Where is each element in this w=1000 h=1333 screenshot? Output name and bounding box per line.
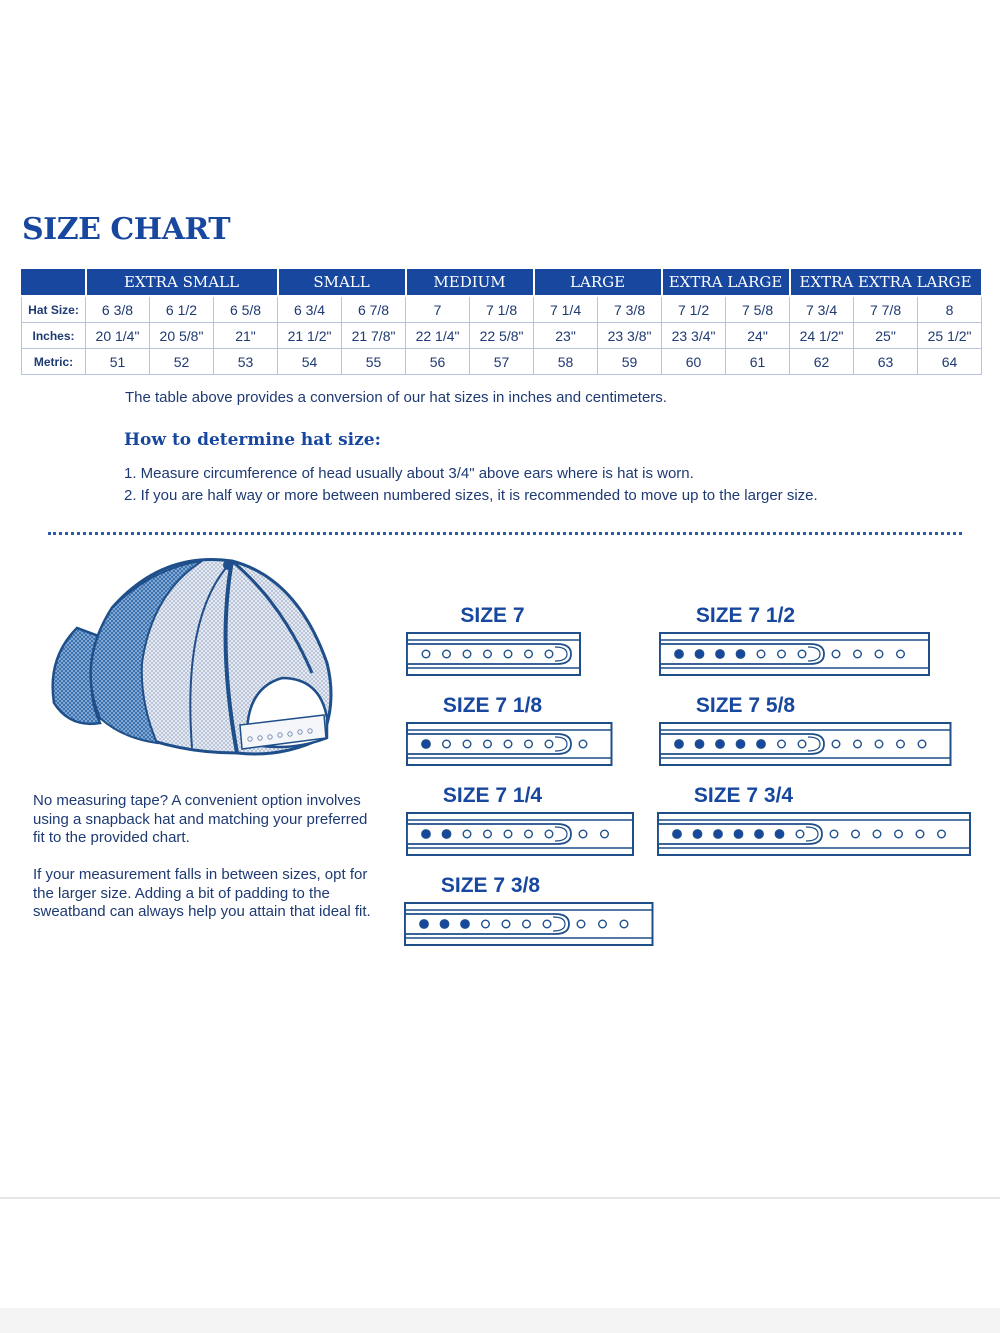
snapback-strap [406, 812, 636, 858]
snap-hole-open [545, 650, 553, 658]
snap-hole-open [875, 740, 883, 748]
snap-hole-open [875, 650, 883, 658]
snap-hole-open [482, 920, 490, 928]
strap-size-label: SIZE 7 3/8 [440, 874, 541, 897]
snap-hole-open [504, 830, 512, 838]
table-cell: 20 1/4" [86, 323, 150, 349]
howto-heading: How to determine hat size: [124, 430, 381, 450]
snap-hole-open [579, 740, 587, 748]
snap-hole-open [854, 650, 862, 658]
snap-stud-filled [757, 740, 765, 748]
size-group-header: EXTRA SMALL [86, 269, 278, 296]
howto-step: 1. Measure circumference of head usually about 3/4" above ears where is hat is worn. [124, 465, 694, 482]
size-chart-table [21, 269, 983, 375]
snap-hole-open [422, 650, 430, 658]
snapback-cap-icon [42, 553, 342, 768]
snap-hole-open [484, 740, 492, 748]
table-row [22, 296, 982, 323]
snap-hole-open [577, 920, 585, 928]
table-cell: 64 [918, 349, 982, 375]
table-cell: 20 5/8" [150, 323, 214, 349]
howto-step: 2. If you are half way or more between numbered sizes, it is recommended to move up to the larger size. [124, 487, 818, 504]
table-cell: 21 1/2" [278, 323, 342, 349]
table-cell: 62 [790, 349, 854, 375]
snap-hole-open [778, 650, 786, 658]
snapback-strap [404, 902, 656, 948]
table-cell: 52 [150, 349, 214, 375]
snapback-strap [659, 722, 954, 768]
size-group-header: MEDIUM [406, 269, 534, 296]
snap-stud-filled [736, 740, 744, 748]
header-corner [22, 269, 86, 296]
table-cell: 51 [86, 349, 150, 375]
snapback-strap [657, 812, 973, 858]
snap-hole-open [463, 830, 471, 838]
snap-stud-filled [755, 830, 763, 838]
table-cell: 55 [342, 349, 406, 375]
snap-hole-open [832, 740, 840, 748]
tip-in-between-sizes: If your measurement falls in between sizes, opt for the larger size. Adding a bit of padding to the sweatband can always help you attain that ideal fit. [33, 866, 371, 920]
table-row [22, 349, 982, 375]
snap-stud-filled [673, 830, 681, 838]
snap-hole-open [504, 650, 512, 658]
snap-hole-open [852, 830, 860, 838]
strap-size-label: SIZE 7 1/2 [695, 604, 796, 627]
snap-hole-open [830, 830, 838, 838]
table-cell: 56 [406, 349, 470, 375]
table-cell: 21 7/8" [342, 323, 406, 349]
snap-stud-filled [695, 650, 703, 658]
table-note: The table above provides a conversion of our hat sizes in inches and centimeters. [125, 389, 667, 406]
snap-hole-open [916, 830, 924, 838]
table-cell: 6 3/8 [86, 296, 150, 323]
snap-hole-open [525, 830, 533, 838]
strap-size-label: SIZE 7 1/8 [442, 694, 543, 717]
howto-steps [124, 465, 818, 509]
snap-hole-open [525, 650, 533, 658]
dotted-divider [48, 532, 962, 535]
snap-hole-open [502, 920, 510, 928]
snap-stud-filled [440, 920, 448, 928]
snap-hole-open [579, 830, 587, 838]
snap-hole-open [798, 740, 806, 748]
snap-hole-open [463, 740, 471, 748]
snapback-strap [659, 632, 932, 678]
snap-stud-filled [693, 830, 701, 838]
snap-hole-open [545, 830, 553, 838]
table-cell: 57 [470, 349, 534, 375]
snap-stud-filled [442, 830, 450, 838]
snapback-strap [406, 632, 583, 678]
snap-hole-open [484, 830, 492, 838]
snap-hole-open [796, 830, 804, 838]
row-label: Metric: [22, 349, 86, 375]
snapback-strap [406, 722, 615, 768]
size-group-header-row [22, 269, 982, 296]
table-cell: 22 5/8" [470, 323, 534, 349]
strap-size-label: SIZE 7 [460, 604, 525, 627]
size-group-header: EXTRA LARGE [662, 269, 790, 296]
size-group-header: SMALL [278, 269, 406, 296]
table-cell: 63 [854, 349, 918, 375]
strap-size-label: SIZE 7 5/8 [695, 694, 796, 717]
snap-stud-filled [422, 740, 430, 748]
table-row [22, 323, 982, 349]
snap-hole-open [443, 650, 451, 658]
snap-stud-filled [695, 740, 703, 748]
table-cell: 21" [214, 323, 278, 349]
snap-hole-open [545, 740, 553, 748]
table-cell: 6 1/2 [150, 296, 214, 323]
strap-size-label: SIZE 7 3/4 [693, 784, 794, 807]
size-group-header: EXTRA EXTRA LARGE [790, 269, 982, 296]
table-cell: 22 1/4" [406, 323, 470, 349]
table-cell: 7 1/8 [470, 296, 534, 323]
snap-hole-open [938, 830, 946, 838]
table-cell: 24 1/2" [790, 323, 854, 349]
snap-stud-filled [461, 920, 469, 928]
snap-stud-filled [775, 830, 783, 838]
table-cell: 7 3/8 [598, 296, 662, 323]
table-cell: 24" [726, 323, 790, 349]
snap-hole-open [484, 650, 492, 658]
row-label: Hat Size: [22, 296, 86, 323]
table-cell: 7 3/4 [790, 296, 854, 323]
table-cell: 7 7/8 [854, 296, 918, 323]
table-cell: 7 1/4 [534, 296, 598, 323]
snap-stud-filled [675, 650, 683, 658]
snap-stud-filled [714, 830, 722, 838]
snap-stud-filled [716, 740, 724, 748]
table-cell: 58 [534, 349, 598, 375]
snap-hole-open [443, 740, 451, 748]
tip-measuring-tape: No measuring tape? A convenient option involves using a snapback hat and matching your preferred fit to the provided chart. [33, 792, 368, 846]
table-cell: 61 [726, 349, 790, 375]
table-cell: 6 7/8 [342, 296, 406, 323]
snap-stud-filled [675, 740, 683, 748]
snap-stud-filled [736, 650, 744, 658]
table-cell: 7 [406, 296, 470, 323]
table-cell: 25 1/2" [918, 323, 982, 349]
snap-hole-open [895, 830, 903, 838]
snap-hole-open [599, 920, 607, 928]
table-cell: 60 [662, 349, 726, 375]
snap-hole-open [543, 920, 551, 928]
snap-hole-open [523, 920, 531, 928]
snap-hole-open [601, 830, 609, 838]
snap-hole-open [854, 740, 862, 748]
table-cell: 7 1/2 [662, 296, 726, 323]
strap-size-label: SIZE 7 1/4 [442, 784, 543, 807]
snap-hole-open [873, 830, 881, 838]
snap-stud-filled [422, 830, 430, 838]
size-group-header: LARGE [534, 269, 662, 296]
page-title: SIZE CHART [22, 212, 231, 247]
snap-hole-open [832, 650, 840, 658]
table-cell: 8 [918, 296, 982, 323]
table-cell: 23 3/4" [662, 323, 726, 349]
snap-hole-open [463, 650, 471, 658]
snap-stud-filled [716, 650, 724, 658]
table-cell: 25" [854, 323, 918, 349]
row-label: Inches: [22, 323, 86, 349]
snap-hole-open [504, 740, 512, 748]
table-cell: 59 [598, 349, 662, 375]
table-cell: 23" [534, 323, 598, 349]
table-cell: 23 3/8" [598, 323, 662, 349]
snap-hole-open [778, 740, 786, 748]
table-cell: 6 5/8 [214, 296, 278, 323]
snap-hole-open [757, 650, 765, 658]
snap-stud-filled [734, 830, 742, 838]
snap-hole-open [525, 740, 533, 748]
table-cell: 7 5/8 [726, 296, 790, 323]
table-cell: 6 3/4 [278, 296, 342, 323]
snap-hole-open [918, 740, 926, 748]
snap-stud-filled [420, 920, 428, 928]
footer-divider [0, 1197, 1000, 1199]
snap-hole-open [897, 650, 905, 658]
footer-bar [0, 1308, 1000, 1333]
table-cell: 54 [278, 349, 342, 375]
snap-hole-open [897, 740, 905, 748]
table-cell: 53 [214, 349, 278, 375]
snap-hole-open [798, 650, 806, 658]
snap-hole-open [620, 920, 628, 928]
